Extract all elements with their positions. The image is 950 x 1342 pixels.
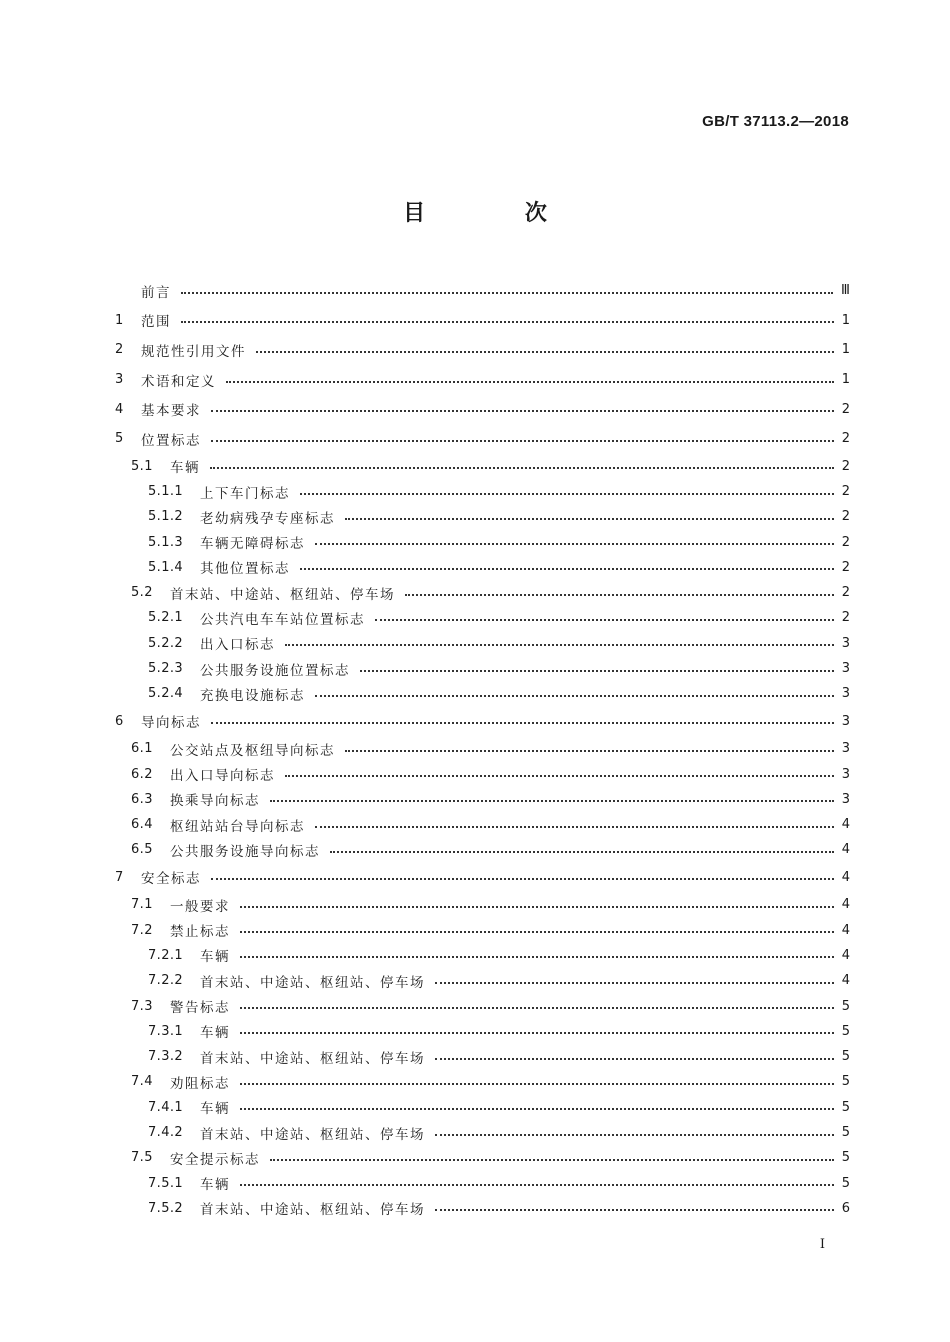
toc-entry-number: 5.2.4 <box>148 686 184 702</box>
dot-leader <box>315 695 834 697</box>
toc-entry-page: 5 <box>841 1125 850 1141</box>
toc-entry-title: 禁止标志 <box>170 924 230 941</box>
toc-entry[interactable] <box>115 1069 850 1094</box>
dot-leader <box>240 1083 834 1085</box>
toc-entry[interactable] <box>115 812 850 837</box>
toc-entry-page: 2 <box>841 431 850 447</box>
toc-entry[interactable] <box>115 1120 850 1145</box>
toc-entry-number: 7.4 <box>131 1074 153 1090</box>
dot-leader <box>405 594 834 596</box>
toc-entry-number: 7.4.1 <box>148 1099 184 1115</box>
dot-leader <box>345 518 834 520</box>
toc-entry-title: 前言 <box>141 284 171 301</box>
dot-leader <box>210 467 834 469</box>
page-number: I <box>819 1237 825 1252</box>
dot-leader <box>211 878 834 880</box>
toc-entry-page: 2 <box>841 559 850 575</box>
toc-entry-page: Ⅲ <box>841 283 850 299</box>
toc-entry-title: 警告标志 <box>170 1000 230 1017</box>
toc-entry[interactable] <box>115 837 850 862</box>
toc-entry[interactable] <box>115 555 850 580</box>
toc-entry-number: 7.1 <box>131 897 153 913</box>
toc-entry[interactable] <box>115 1095 850 1120</box>
toc-entry-number: 1 <box>115 312 124 328</box>
dot-leader <box>181 292 833 294</box>
toc-entry-number: 5.2 <box>131 585 153 601</box>
toc-entry-title: 安全标志 <box>141 871 201 888</box>
toc-entry-page: 3 <box>841 791 850 807</box>
toc-entry-page: 2 <box>841 484 850 499</box>
toc-entry-title: 规范性引用文件 <box>141 343 246 360</box>
toc-entry-title: 车辆 <box>200 1101 230 1118</box>
toc-entry-page: 5 <box>841 1049 850 1065</box>
toc-entry-title: 车辆 <box>200 1025 230 1042</box>
toc-entry-number: 5.1.4 <box>148 559 184 575</box>
toc-entry-title: 老幼病残孕专座标志 <box>200 510 335 527</box>
dot-leader <box>240 1108 834 1110</box>
dot-leader <box>211 410 834 412</box>
toc-entry-number: 5.1.1 <box>148 484 184 499</box>
toc-entry[interactable] <box>115 968 850 993</box>
toc-entry-title: 术语和定义 <box>141 373 216 390</box>
toc-entry[interactable] <box>115 863 850 893</box>
toc-entry-number: 7.5.1 <box>148 1175 184 1191</box>
toc-entry[interactable] <box>115 707 850 737</box>
toc-entry[interactable] <box>115 761 850 786</box>
dot-leader <box>315 543 834 545</box>
toc-entry[interactable] <box>115 787 850 812</box>
toc-entry[interactable] <box>115 1145 850 1170</box>
toc-entry-page: 4 <box>841 869 850 885</box>
toc-entry-title: 公共服务设施位置标志 <box>200 662 350 679</box>
toc-entry-title: 首末站、中途站、枢纽站、停车场 <box>200 1050 425 1067</box>
toc-entry-title: 首末站、中途站、枢纽站、停车场 <box>170 586 395 603</box>
toc-entry-page: 3 <box>841 766 850 782</box>
toc-entry-title: 车辆 <box>200 1177 230 1194</box>
toc-entry[interactable] <box>115 479 850 504</box>
dot-leader <box>285 775 834 777</box>
toc-entry-number: 7.4.2 <box>148 1125 184 1141</box>
toc-entry-title: 首末站、中途站、枢纽站、停车场 <box>200 1126 425 1143</box>
toc-entry[interactable] <box>115 943 850 968</box>
toc-entry[interactable] <box>115 1196 850 1221</box>
toc-entry-title: 一般要求 <box>170 898 230 915</box>
toc-entry-page: 5 <box>841 1150 850 1166</box>
toc-entry-title: 范围 <box>141 314 171 331</box>
toc-entry-page: 2 <box>841 458 850 474</box>
dot-leader <box>435 1058 834 1060</box>
toc-entry-number: 5.1.2 <box>148 509 184 525</box>
toc-entry-title: 首末站、中途站、枢纽站、停车场 <box>200 1202 425 1219</box>
toc-entry-number: 5 <box>115 431 124 447</box>
toc-entry-title: 公交站点及枢纽导向标志 <box>170 742 335 759</box>
dot-leader <box>270 800 834 802</box>
toc-entry-number: 6.1 <box>131 741 153 757</box>
toc-entry[interactable] <box>115 656 850 681</box>
table-of-contents <box>115 276 850 1221</box>
toc-entry-page: 6 <box>841 1200 850 1216</box>
dot-leader <box>330 851 834 853</box>
toc-entry-number: 4 <box>115 401 124 417</box>
toc-entry-title: 首末站、中途站、枢纽站、停车场 <box>200 974 425 991</box>
dot-leader <box>360 670 834 672</box>
toc-entry-page: 4 <box>841 973 850 989</box>
toc-entry-number: 7.5.2 <box>148 1200 184 1216</box>
toc-entry-title: 车辆 <box>200 949 230 966</box>
dot-leader <box>181 321 834 323</box>
toc-entry-number: 7.2 <box>131 922 153 938</box>
dot-leader <box>300 493 834 495</box>
dot-leader <box>285 644 834 646</box>
toc-entry[interactable] <box>115 892 850 917</box>
toc-entry-page: 2 <box>841 534 850 550</box>
toc-entry-page: 5 <box>841 998 850 1014</box>
toc-entry[interactable] <box>115 918 850 943</box>
toc-entry-page: 2 <box>841 509 850 525</box>
dot-leader <box>256 351 834 353</box>
dot-leader <box>435 982 834 984</box>
toc-entry-title: 车辆无障碍标志 <box>200 536 305 553</box>
toc-entry-number: 7.5 <box>131 1150 153 1166</box>
toc-entry-page: 5 <box>841 1175 850 1191</box>
toc-entry-number: 7.2.1 <box>148 947 184 963</box>
toc-entry[interactable] <box>115 1170 850 1195</box>
toc-entry-number: 5.1 <box>131 458 153 474</box>
toc-entry-page: 4 <box>841 842 850 858</box>
toc-title: 目 次 <box>403 201 593 226</box>
toc-entry-page: 2 <box>841 401 850 417</box>
toc-entry-number: 6.3 <box>131 791 153 807</box>
toc-entry[interactable] <box>115 736 850 761</box>
toc-entry[interactable] <box>115 335 850 365</box>
toc-entry-number: 5.2.3 <box>148 661 184 677</box>
toc-entry-page: 5 <box>841 1074 850 1090</box>
toc-entry-number: 6 <box>115 713 124 729</box>
toc-entry-title: 其他位置标志 <box>200 561 290 578</box>
toc-entry-page: 4 <box>841 897 850 913</box>
toc-entry[interactable] <box>115 993 850 1018</box>
toc-entry-page: 2 <box>841 610 850 626</box>
dot-leader <box>315 826 834 828</box>
toc-entry-title: 上下车门标志 <box>200 485 290 502</box>
toc-entry-number: 7.3 <box>131 998 153 1014</box>
dot-leader <box>240 1184 834 1186</box>
toc-entry-page: 5 <box>841 1023 850 1039</box>
toc-entry[interactable] <box>115 394 850 424</box>
dot-leader <box>240 906 834 908</box>
dot-leader <box>240 1032 834 1034</box>
toc-entry-number: 6.4 <box>131 817 153 833</box>
toc-entry-title: 公共汽电车车站位置标志 <box>200 611 365 628</box>
toc-entry-title: 位置标志 <box>141 432 201 449</box>
toc-entry-title: 出入口标志 <box>200 637 275 654</box>
toc-entry-title: 充换电设施标志 <box>200 687 305 704</box>
dot-leader <box>240 1007 834 1009</box>
toc-entry-title: 公共服务设施导向标志 <box>170 843 320 860</box>
dot-leader <box>226 381 834 383</box>
toc-entry[interactable] <box>115 529 850 554</box>
toc-entry[interactable] <box>115 631 850 656</box>
dot-leader <box>345 750 834 752</box>
standard-code: GB/T 37113.2—2018 <box>702 113 849 130</box>
toc-entry-title: 安全提示标志 <box>170 1151 260 1168</box>
dot-leader <box>211 722 834 724</box>
dot-leader <box>435 1209 834 1211</box>
toc-entry[interactable] <box>115 306 850 336</box>
toc-entry[interactable] <box>115 424 850 454</box>
toc-entry-page: 3 <box>841 661 850 677</box>
toc-entry-number: 7.3.2 <box>148 1049 184 1065</box>
toc-entry[interactable] <box>115 580 850 605</box>
dot-leader <box>240 931 834 933</box>
toc-entry-page: 1 <box>841 312 850 328</box>
toc-entry-page: 3 <box>841 741 850 757</box>
toc-entry-page: 2 <box>841 585 850 601</box>
dot-leader <box>300 568 834 570</box>
toc-entry-page: 4 <box>841 817 850 833</box>
toc-entry-title: 导向标志 <box>141 715 201 732</box>
toc-entry-page: 4 <box>841 922 850 938</box>
dot-leader <box>435 1134 834 1136</box>
toc-entry[interactable] <box>115 454 850 479</box>
toc-entry-page: 3 <box>841 713 850 729</box>
toc-entry[interactable] <box>115 504 850 529</box>
toc-entry-title: 枢纽站站台导向标志 <box>170 818 305 835</box>
toc-entry-number: 7.3.1 <box>148 1023 184 1039</box>
toc-entry-page: 1 <box>841 372 850 388</box>
toc-entry-page: 5 <box>841 1099 850 1115</box>
dot-leader <box>270 1159 834 1161</box>
toc-entry[interactable] <box>115 1044 850 1069</box>
toc-entry-title: 车辆 <box>170 460 200 477</box>
toc-entry-title: 劝阻标志 <box>170 1075 230 1092</box>
toc-entry-page: 4 <box>841 947 850 963</box>
toc-entry-number: 5.1.3 <box>148 534 184 550</box>
toc-entry-number: 7 <box>115 869 124 885</box>
toc-entry-number: 6.2 <box>131 766 153 782</box>
toc-entry-title: 出入口导向标志 <box>170 768 275 785</box>
toc-entry-page: 3 <box>841 635 850 651</box>
toc-entry-number: 3 <box>115 372 124 388</box>
toc-entry[interactable] <box>115 605 850 630</box>
toc-entry[interactable] <box>115 681 850 706</box>
toc-entry-number: 5.2.2 <box>148 635 184 651</box>
toc-entry[interactable] <box>115 365 850 395</box>
toc-entry-number: 2 <box>115 342 124 358</box>
dot-leader <box>375 619 834 621</box>
toc-entry-page: 1 <box>841 342 850 358</box>
toc-entry-number: 7.2.2 <box>148 973 184 989</box>
toc-entry[interactable] <box>115 276 850 306</box>
dot-leader <box>240 956 834 958</box>
toc-entry-number: 6.5 <box>131 842 153 858</box>
toc-entry-number: 5.2.1 <box>148 610 184 626</box>
toc-entry[interactable] <box>115 1019 850 1044</box>
toc-entry-page: 3 <box>841 686 850 702</box>
toc-entry-title: 换乘导向标志 <box>170 793 260 810</box>
dot-leader <box>211 440 834 442</box>
toc-entry-title: 基本要求 <box>141 403 201 420</box>
